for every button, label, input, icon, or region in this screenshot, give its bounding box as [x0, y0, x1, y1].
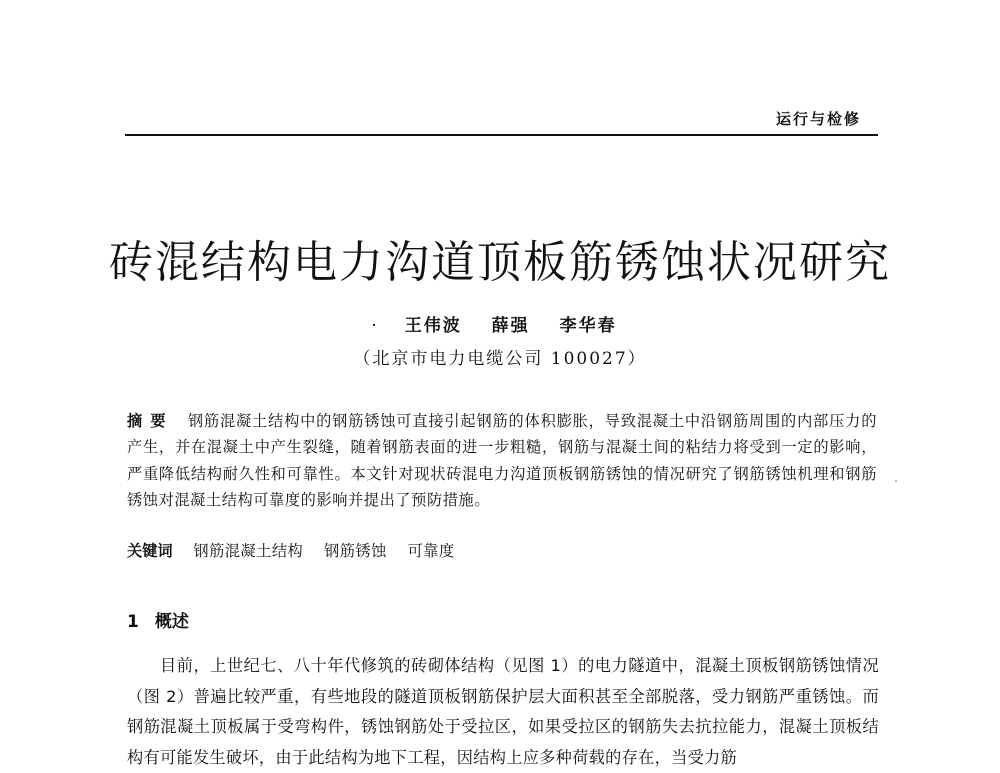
keyword: 可靠度 [407, 542, 455, 560]
article-title: 砖混结构电力沟道顶板筋锈蚀状况研究 [109, 237, 891, 288]
header-rule [125, 134, 878, 136]
scan-speck [895, 480, 897, 482]
author-line [0, 311, 1000, 336]
keyword: 钢筋混凝土结构 [193, 542, 304, 560]
author-name: 李华春 [559, 316, 617, 336]
keyword: 钢筋锈蚀 [324, 542, 387, 560]
author-name: 王伟波 [404, 316, 462, 336]
keywords [127, 540, 877, 561]
author-bullet: · [371, 316, 377, 336]
section-heading [127, 607, 189, 632]
abstract-text: 钢筋混凝土结构中的钢筋锈蚀可直接引起钢筋的体积膨胀，导致混凝土中沿钢筋周围的内部压力的产生，并在混凝土中产生裂缝，随着钢筋表面的进一步粗糙，钢筋与混凝土间的粘结力将受到一定的影响，严重降低结构耐久性和可靠性。本文针对现状砖混电力沟道顶板钢筋锈蚀的情况研究了钢筋锈蚀机理和钢筋锈蚀对混凝土结构可靠度的影响并提出了预防措施。 [127, 412, 877, 509]
section-number: 1 [127, 612, 139, 632]
affiliation: （北京市电力电缆公司 100027） [353, 349, 647, 369]
body-paragraph: 目前，上世纪七、八十年代修筑的砖砌体结构（见图 1）的电力隧道中，混凝土顶板钢筋锈蚀情况（图 2）普遍比较严重，有些地段的隧道顶板钢筋保护层大面积甚至全部脱落，受力钢筋严重锈蚀。而钢筋混凝土顶板属于受弯构件，锈蚀钢筋处于受拉区，如果受拉区的钢筋失去抗拉能力，混凝土顶板结构有可能发生破坏，由于此结构为地下工程，因结构上应多种荷载的存在，当受力筋 [127, 656, 879, 767]
abstract [127, 408, 877, 513]
keywords-label: 关键词 [127, 542, 173, 560]
running-header-section: 运行与检修 [776, 110, 862, 128]
author-name: 薛强 [491, 316, 530, 336]
section-title: 概述 [154, 612, 189, 632]
abstract-label: 摘要 [127, 412, 174, 430]
